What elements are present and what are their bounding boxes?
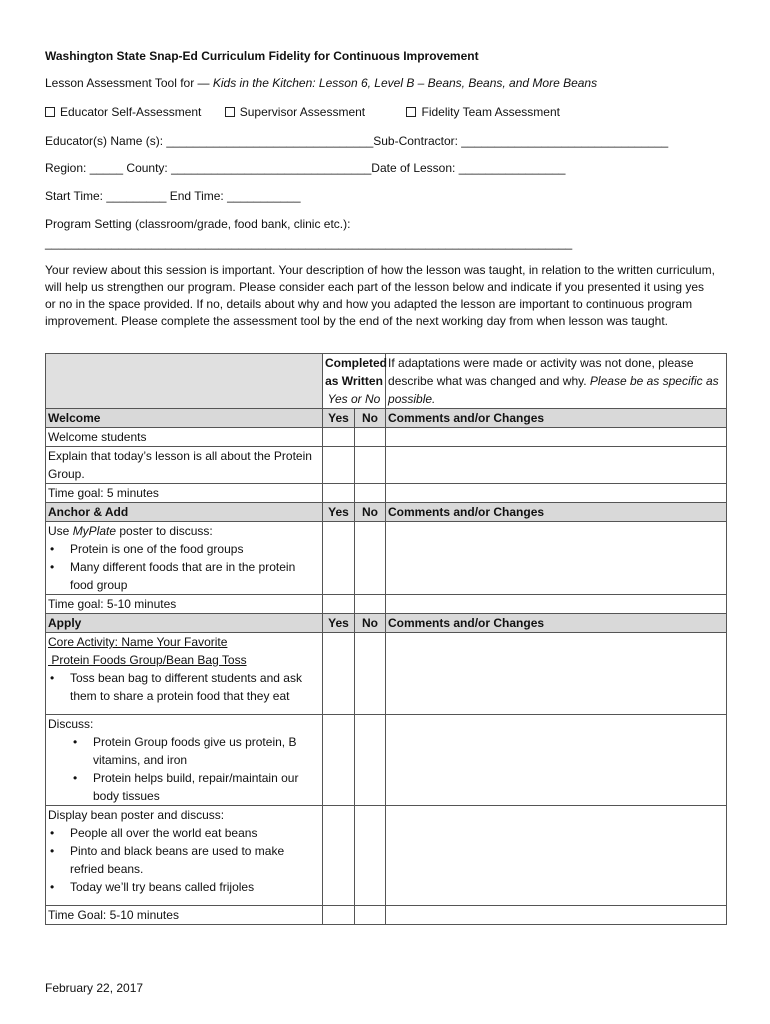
comments-cell[interactable] [386,595,727,614]
table-row [46,715,727,806]
program-setting-label: Program Setting (classroom/grade, food bank, clinic etc.): [45,217,351,231]
table-row [46,806,727,906]
no-column-header: No [355,409,386,428]
program-setting-field[interactable]: _______________________________________________________________________________ [45,236,573,250]
comments-column-header: Comments and/or Changes [386,614,727,633]
no-cell[interactable] [355,428,386,447]
yes-cell[interactable] [323,806,355,906]
table-row [46,522,727,595]
bullet-list [48,824,320,896]
checkbox-label: Educator Self-Assessment [60,105,202,119]
checkbox-label: Fidelity Team Assessment [421,105,560,119]
no-cell[interactable] [355,522,386,595]
subtitle-prefix: Lesson Assessment Tool for — [45,76,213,90]
no-column-header: No [355,503,386,522]
completed-line1: Completed [325,356,388,370]
checkbox-square-icon[interactable] [45,107,55,117]
checkbox-square-icon[interactable] [225,107,235,117]
start-end-time-field[interactable]: Start Time: _________ End Time: ___________ [45,189,301,203]
no-column-header: No [355,614,386,633]
table-row [46,447,727,484]
no-cell[interactable] [355,633,386,715]
myplate-line [48,522,320,540]
comments-cell[interactable] [386,806,727,906]
yes-column-header: Yes [323,503,355,522]
comments-column-header: Comments and/or Changes [386,503,727,522]
time-goal-cell: Time goal: 5-10 minutes [46,595,323,614]
section-title: Anchor & Add [46,503,323,522]
comments-cell[interactable] [386,522,727,595]
core-activity-line2: Protein Foods Group/Bean Bag Toss [48,653,247,667]
activity-cell [46,633,323,715]
yes-cell[interactable] [323,595,355,614]
blank-header-cell [46,354,323,409]
no-cell[interactable] [355,447,386,484]
assessment-table [45,353,727,925]
list-item: • Protein helps build, repair/maintain our body tissues [48,769,320,805]
yes-cell[interactable] [323,715,355,806]
yes-cell[interactable] [323,633,355,715]
completed-line3: Yes or No [327,392,381,406]
activity-cell [46,715,323,806]
list-item: • People all over the world eat beans [48,824,320,842]
comments-cell[interactable] [386,484,727,503]
comments-cell[interactable] [386,906,727,925]
no-cell[interactable] [355,806,386,906]
table-row [46,428,727,447]
form-subtitle [45,76,597,91]
yes-cell[interactable] [323,906,355,925]
checkbox-square-icon[interactable] [406,107,416,117]
checkbox-fidelity-team[interactable] [406,105,560,120]
section-header-welcome [46,409,727,428]
assessment-type-checkboxes [45,105,580,120]
activity-cell [46,806,323,906]
adapt-italic: Please be as specific as possible. [388,374,719,406]
time-goal-cell: Time goal: 5 minutes [46,484,323,503]
table-row [46,595,727,614]
instructions-paragraph: Your review about this session is important. Your description of how the lesson was taught, in relation to the written curriculum, will help us strengthen our program. Please consider each part of the lesson below and indicate if you presented it using yes or no in the space provided. If no, details about why and how you adapted the lesson are important to continuous program improvement. Please complete the assessment tool by the end of the next working day from when lesson was taught. [45,263,715,328]
comments-cell[interactable] [386,715,727,806]
yes-column-header: Yes [323,409,355,428]
bullet-list [48,733,320,805]
checkbox-supervisor[interactable] [225,105,365,120]
activity-cell [46,522,323,595]
table-header-row [46,354,727,409]
bean-poster-label: Display bean poster and discuss: [48,808,225,822]
footer-date: February 22, 2017 [45,981,144,995]
no-cell[interactable] [355,906,386,925]
no-cell[interactable] [355,595,386,614]
comments-cell[interactable] [386,428,727,447]
section-header-apply [46,614,727,633]
section-title: Apply [46,614,323,633]
yes-cell[interactable] [323,447,355,484]
list-item: • Pinto and black beans are used to make refried beans. [48,842,320,878]
bullet-list [48,669,320,705]
list-item: • Toss bean bag to different students and ask them to share a protein food that they eat [48,669,320,705]
yes-cell[interactable] [323,484,355,503]
activity-cell: Explain that today’s lesson is all about the Protein Group. [46,447,323,484]
myplate-text: MyPlate [72,524,117,538]
section-header-anchor-add [46,503,727,522]
comments-cell[interactable] [386,447,727,484]
list-item: • Many different foods that are in the protein food group [48,558,320,594]
no-cell[interactable] [355,715,386,806]
yes-cell[interactable] [323,522,355,595]
table-row [46,633,727,715]
subtitle-lesson: Kids in the Kitchen: Lesson 6, Level B – Beans, Beans, and More Beans [212,76,598,90]
region-county-date-field[interactable]: Region: _____ County: ______________________________Date of Lesson: ________________ [45,161,566,175]
yes-cell[interactable] [323,428,355,447]
core-activity-line1: Core Activity: Name Your Favorite [48,635,228,649]
list-item: • Protein is one of the food groups [48,540,320,558]
adapt-text: If adaptations were made or activity was not done, please describe what was changed and why. [388,356,694,388]
time-goal-cell: Time Goal: 5-10 minutes [46,906,323,925]
table-row [46,484,727,503]
adaptations-header [386,354,727,409]
form-title: Washington State Snap-Ed Curriculum Fidelity for Continuous Improvement [45,49,479,63]
comments-column-header: Comments and/or Changes [386,409,727,428]
use-suffix: poster to discuss: [116,524,213,538]
discuss-label: Discuss: [48,717,94,731]
comments-cell[interactable] [386,633,727,715]
completed-as-written-header [323,354,386,409]
educator-name-field[interactable]: Educator(s) Name (s): _______________________________Sub-Contractor: _______________________________ [45,134,669,148]
activity-cell: Welcome students [46,428,323,447]
completed-line2: as Written [325,374,383,388]
table-row [46,906,727,925]
yes-column-header: Yes [323,614,355,633]
checkbox-educator-self[interactable] [45,105,201,120]
use-prefix: Use [48,524,73,538]
list-item: • Protein Group foods give us protein, B vitamins, and iron [48,733,320,769]
checkbox-label: Supervisor Assessment [239,105,366,119]
bullet-list [48,540,320,594]
no-cell[interactable] [355,484,386,503]
list-item: • Today we’ll try beans called frijoles [48,878,320,896]
section-title: Welcome [46,409,323,428]
